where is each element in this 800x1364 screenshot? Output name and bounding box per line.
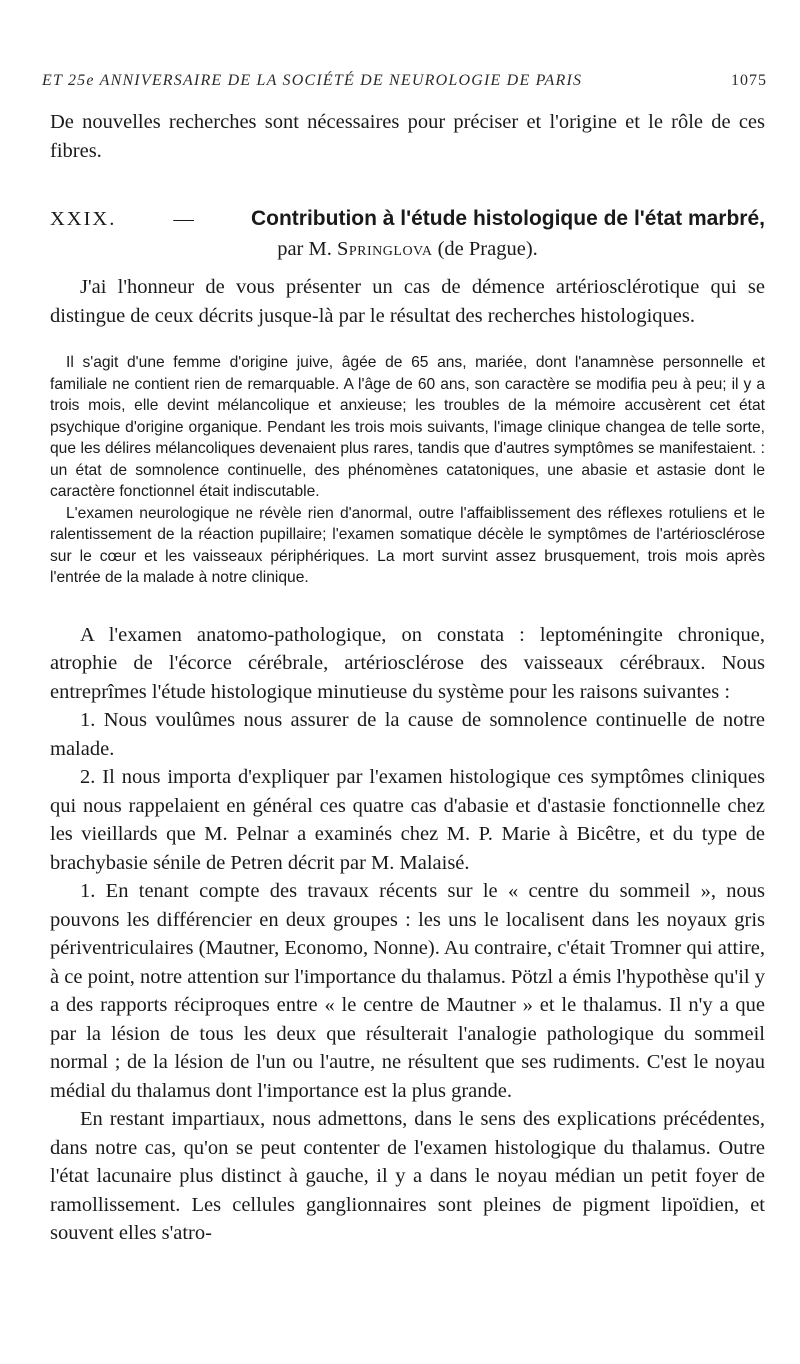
section-heading	[50, 205, 765, 263]
page-number: 1075	[731, 72, 767, 89]
author-name: Springlova	[336, 238, 433, 260]
main-text	[50, 621, 765, 1248]
case-report	[50, 352, 765, 589]
body-paragraph: 1. Nous voulûmes nous assurer de la cause de somnolence continuelle de notre malade.	[50, 709, 765, 760]
intro-paragraph: J'ai l'honneur de vous présenter un cas de démence artériosclérotique qui se distingue de ceux décrits jusque-là par le résultat des recherches histologiques.	[50, 276, 765, 327]
section-title: Contribution à l'étude histologique de l'état marbré,	[250, 207, 765, 230]
case-paragraph: Il s'agit d'une femme d'origine juive, âgée de 65 ans, mariée, dont l'anamnèse personnelle et familiale ne contient rien de remarquable. A l'âge de 60 ans, son caractère se modifia peu à peu; il y a trois mois, elle devint mélancolique et anxieuse; les troubles de la mémoire accusèrent cet état psychique d'origine organique. Pendant les trois mois suivants, l'image clinique changea de telle sorte, que les délires mélancoliques devenaient plus rares, tandis que d'autres symptômes se manifestaient. : un état de somnolence continuelle, des phénomènes catatoniques, une abasie et astasie dont le caractère fonctionnel était indiscutable.	[50, 354, 765, 500]
section-dash: —	[173, 208, 194, 230]
byline-prefix: par M.	[277, 238, 332, 260]
lead-paragraph: De nouvelles recherches sont nécessaires pour préciser et l'origine et le rôle de ces fibres.	[50, 111, 765, 162]
running-head	[42, 72, 767, 96]
body-paragraph: En restant impartiaux, nous admettons, dans le sens des explications précédentes, dans notre cas, qu'on se peut contenter de l'examen histologique du thalamus. Outre l'état lacunaire plus distinct à gauche, il y a dans le noyau médian un petit foyer de ramollissement. Les cellules ganglionnaires sont pleines de pigment lipoïdien, et souvent elles s'atro-	[50, 1108, 765, 1244]
document-page	[42, 72, 767, 1248]
body-paragraph: 2. Il nous importa d'expliquer par l'examen histologique ces symptômes cliniques qui nous rappelaient en général ces quatre cas d'abasie et d'astasie fonctionnelle chez les vieillards que M. Pelnar a examinés chez M. P. Marie à Bicêtre, et du type de brachybasie sénile de Petren décrit par M. Malaisé.	[50, 766, 765, 874]
case-paragraph: L'examen neurologique ne révèle rien d'anormal, outre l'affaiblissement des réflexes rotuliens et le ralentissement de la réaction pupillaire; l'examen somatique décèle le symptômes de l'artériosclérose sur le cœur et les vaisseaux périphériques. La mort survint assez brusquement, trois mois après l'entrée de la malade à notre clinique.	[50, 504, 765, 586]
section-numeral: XXIX.	[50, 208, 117, 230]
byline-suffix: (de Prague).	[437, 238, 538, 260]
body-paragraph: A l'examen anatomo-pathologique, on constata : leptoméningite chronique, atrophie de l'écorce cérébrale, artériosclérose des vaisseaux cérébraux. Nous entreprîmes l'étude histologique minutieuse du système pour les raisons suivantes :	[50, 623, 765, 703]
running-head-title: ET 25e ANNIVERSAIRE DE LA SOCIÉTÉ DE NEUROLOGIE DE PARIS	[42, 72, 583, 89]
body-paragraph: 1. En tenant compte des travaux récents sur le « centre du sommeil », nous pouvons les différencier en deux groupes : les uns le localisent dans les noyaux gris périventriculaires (Mautner, Economo, Nonne). Au contraire, c'était Tromner qui attire, à ce point, notre attention sur l'importance du thalamus. Pötzl a émis l'hypothèse qu'il y a des rapports réciproques entre « le centre de Mautner » et le thalamus. Il n'y a que par la lésion de tous les deux que résulterait l'analogie pathologique du sommeil normal ; de la lésion de l'un ou l'autre, ne résultent que ses rudiments. C'est le noyau médial du thalamus dont l'importance est la plus grande.	[50, 880, 765, 1102]
section-byline	[50, 235, 765, 263]
